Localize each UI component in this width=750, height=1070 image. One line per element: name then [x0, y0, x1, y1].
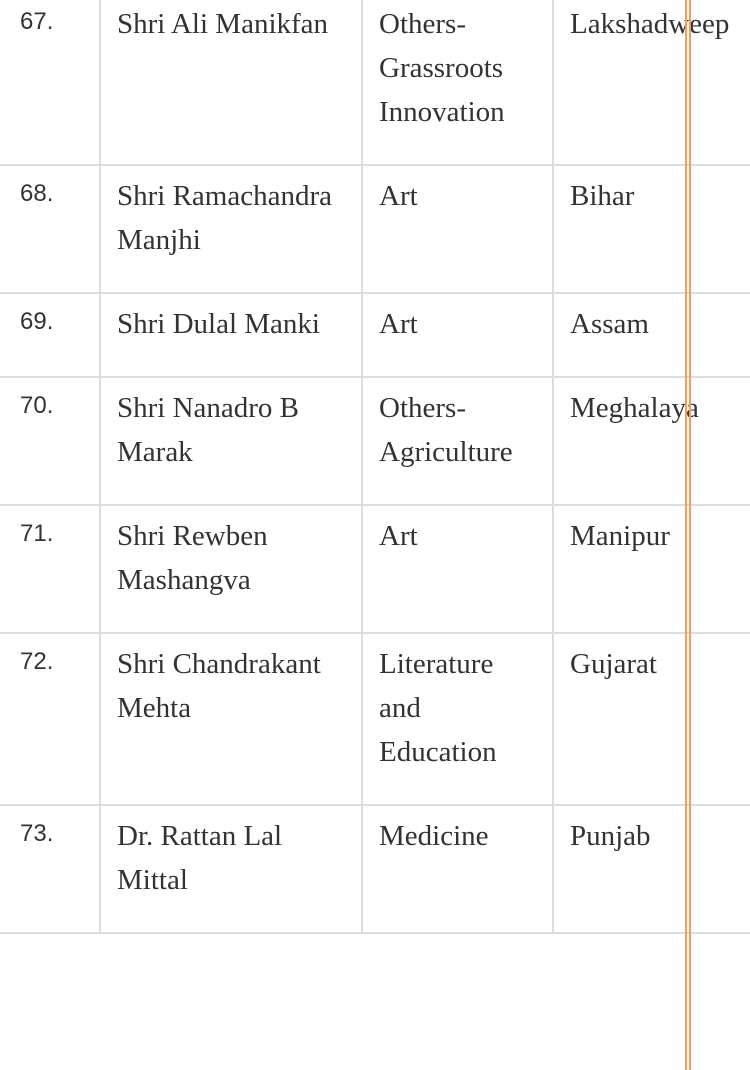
row-number: 70. — [0, 377, 100, 505]
awardee-state: Lakshadweep — [553, 0, 750, 165]
award-field: Medicine — [362, 805, 553, 933]
table-row — [0, 805, 750, 933]
row-number: 69. — [0, 293, 100, 377]
awardee-name: Shri Ali Manikfan — [100, 0, 362, 165]
award-field: Art — [362, 505, 553, 633]
row-number: 71. — [0, 505, 100, 633]
row-number: 67. — [0, 0, 100, 165]
award-field: Others-Agriculture — [362, 377, 553, 505]
table-row — [0, 165, 750, 293]
awardee-state: Punjab — [553, 805, 750, 933]
award-field: Art — [362, 293, 553, 377]
awardee-state: Manipur — [553, 505, 750, 633]
awardee-name: Shri Nanadro B Marak — [100, 377, 362, 505]
awardee-name: Shri Dulal Manki — [100, 293, 362, 377]
table-row — [0, 377, 750, 505]
award-field: Others-Grassroots Innovation — [362, 0, 553, 165]
awardee-state: Bihar — [553, 165, 750, 293]
award-field: Art — [362, 165, 553, 293]
table-row — [0, 293, 750, 377]
awardee-name: Shri Rewben Mashangva — [100, 505, 362, 633]
awardee-name: Dr. Rattan Lal Mittal — [100, 805, 362, 933]
row-number: 72. — [0, 633, 100, 805]
awardee-name: Shri Ramachandra Manjhi — [100, 165, 362, 293]
awardee-name: Shri Chandrakant Mehta — [100, 633, 362, 805]
awardee-state: Meghalaya — [553, 377, 750, 505]
award-field: Literature and Education — [362, 633, 553, 805]
table-row — [0, 505, 750, 633]
row-number: 68. — [0, 165, 100, 293]
table-row — [0, 633, 750, 805]
table-row — [0, 0, 750, 165]
awardee-state: Assam — [553, 293, 750, 377]
awardee-state: Gujarat — [553, 633, 750, 805]
row-number: 73. — [0, 805, 100, 933]
